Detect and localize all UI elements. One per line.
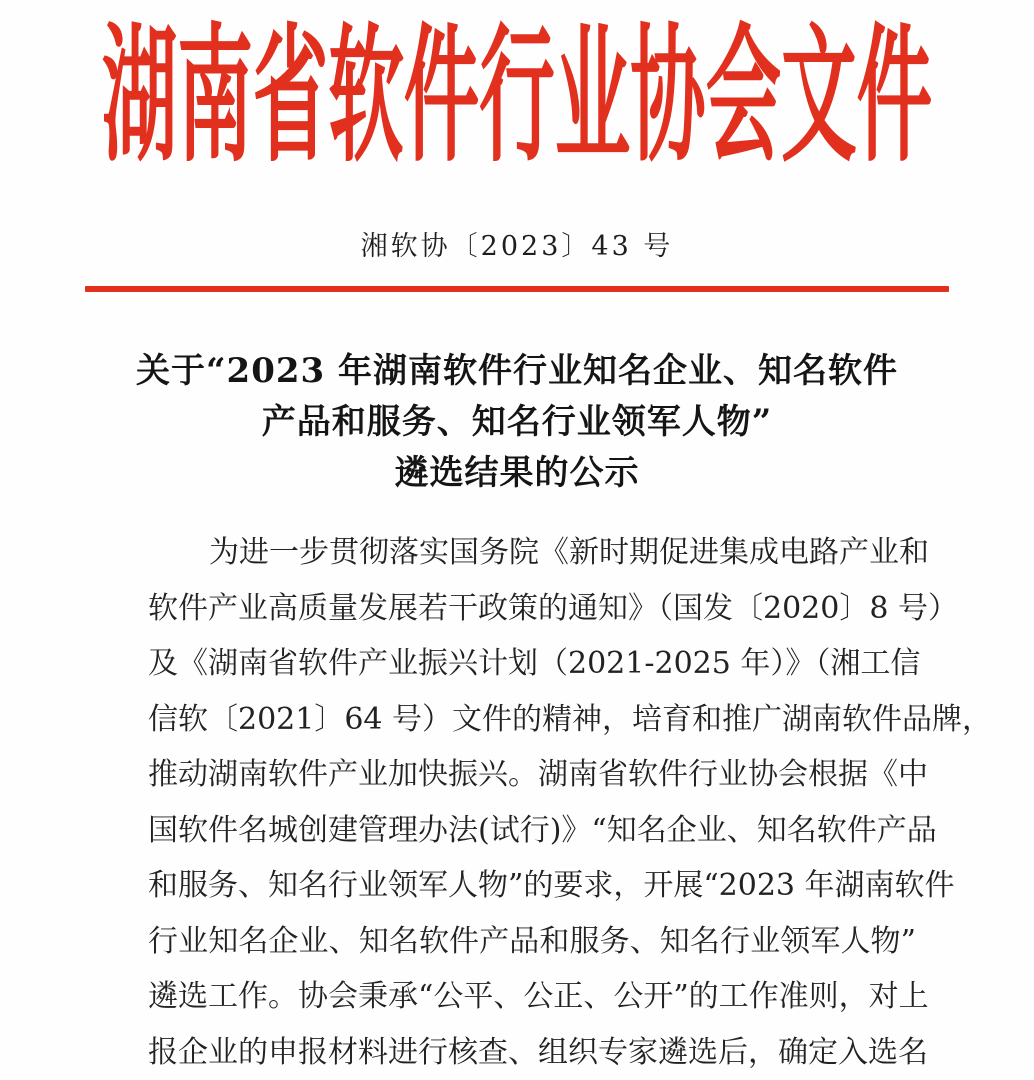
- body-line-10: 报企业的申报材料进行核查、组织专家遴选后，确定入选名: [148, 1034, 928, 1070]
- document-number: 湘软协〔2023〕43 号: [360, 231, 674, 262]
- body-line-6: 国软件名城创建管理办法(试行)》“知名企业、知名软件产品: [148, 812, 937, 848]
- body-line-2: 软件产业高质量发展若干政策的通知》（国发〔2020〕8 号）: [148, 590, 958, 626]
- body-line-4: 信软〔2021〕64 号）文件的精神，培育和推广湖南软件品牌，: [148, 701, 993, 737]
- document-title-line-2: 产品和服务、知名行业领军人物”: [261, 402, 773, 442]
- org-masthead-title: 湖南省软件行业协会文件: [101, 8, 933, 182]
- body-line-9: 遴选工作。协会秉承“公平、公正、公开”的工作准则，对上: [148, 979, 929, 1014]
- document-title: [0, 346, 1034, 499]
- body-paragraph: [148, 525, 993, 1080]
- header-divider-line: [85, 286, 949, 292]
- body-line-8: 行业知名企业、知名软件产品和服务、知名行业领军人物”: [148, 923, 916, 959]
- body-line-7: 和服务、知名行业领军人物”的要求，开展“2023 年湖南软件: [148, 868, 955, 903]
- body-line-5: 推动湖南软件产业加快振兴。湖南省软件行业协会根据《中: [148, 757, 928, 792]
- body-line-1: 为进一步贯彻落实国务院《新时期促进集成电路产业和: [209, 535, 929, 570]
- body-line-3: 及《湖南省软件产业振兴计划（2021-2025 年）》（湘工信: [148, 646, 921, 681]
- masthead: [0, 8, 1034, 182]
- document-title-line-3: 遴选结果的公示: [394, 453, 640, 493]
- document-title-line-1: 关于“2023 年湖南软件行业知名企业、知名软件: [135, 351, 899, 391]
